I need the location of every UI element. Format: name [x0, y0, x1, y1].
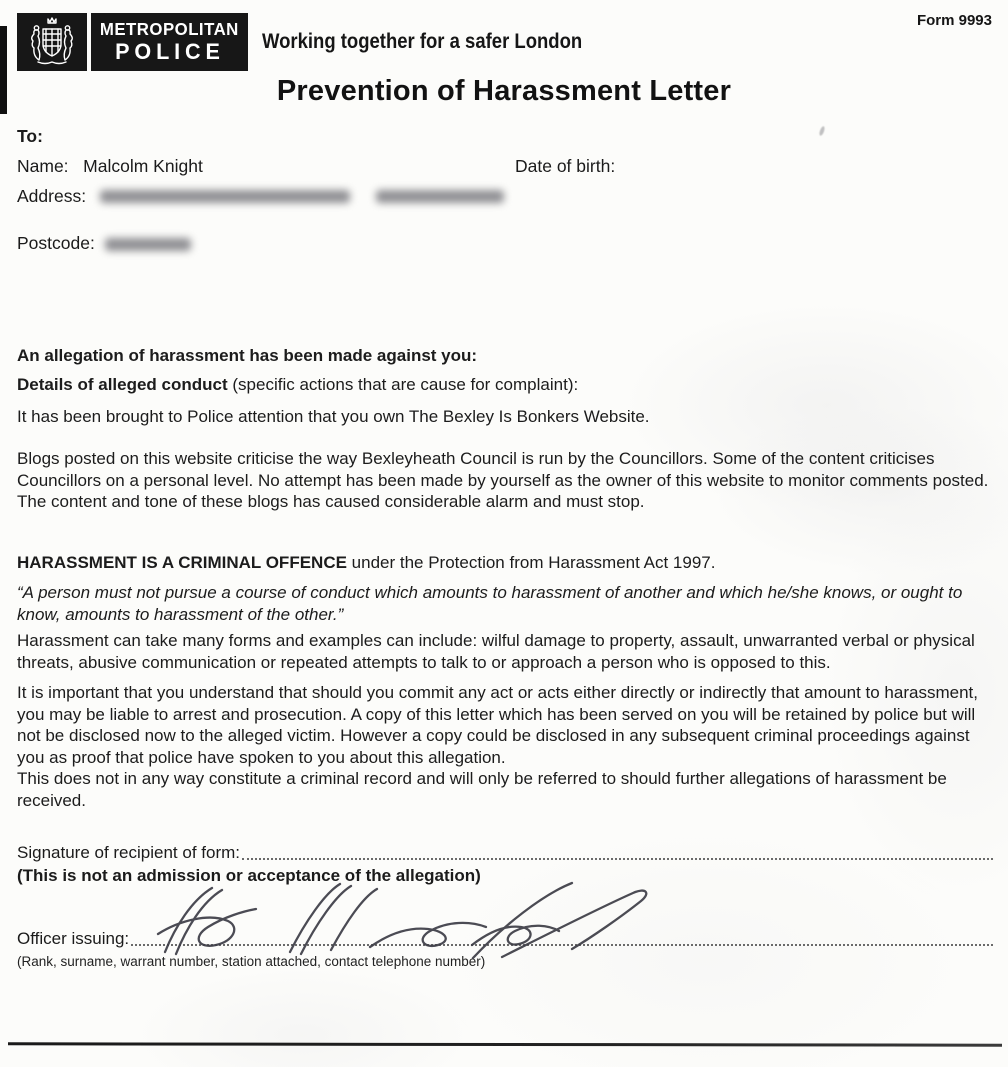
redacted-postcode	[105, 238, 191, 251]
met-police-logo-text	[91, 13, 248, 71]
record-line: This does not in any way constitute a criminal record and will only be referred to should further allegations of harassment be received.	[17, 769, 947, 810]
form-number: Form 9993	[916, 12, 992, 29]
name-label: Name:	[17, 156, 69, 176]
bottom-scan-line	[8, 1042, 1002, 1046]
forms-paragraph: Harassment can take many forms and examples can include: wilful damage to property, assault, unwarranted verbal or physical threats, abusive communication or repeated attempts to talk to or approach a person who is opposed to this.	[17, 631, 975, 672]
metropolitan-police-crest-icon	[21, 16, 83, 68]
signature-disclaimer: (This is not an admission or acceptance of the allegation)	[17, 866, 481, 885]
address-label: Address:	[17, 186, 87, 206]
logo-metropolitan-label: METROPOLITAN	[100, 18, 239, 39]
blogs-paragraph: Blogs posted on this website criticise the way Bexleyheath Council is run by the Councillors. Some of the content criticises Councillors on a personal level. No attempt has been made by yourself as the owner of this website to monitor comments posted. The content and tone of these blogs has caused considerable alarm and must stop.	[17, 449, 989, 511]
officer-issuing-note: (Rank, surname, warrant number, station attached, contact telephone number)	[17, 954, 486, 969]
address-row	[17, 186, 504, 207]
details-label: Details of alleged conduct	[17, 375, 228, 394]
offence-line	[17, 552, 991, 574]
details-line	[17, 374, 991, 396]
officer-signature	[140, 880, 660, 964]
offence-rest: under the Protection from Harassment Act 1997.	[346, 553, 716, 572]
important-block	[17, 682, 991, 811]
allegation-heading: An allegation of harassment has been made against you:	[17, 346, 478, 365]
logo-police-label: POLICE	[114, 39, 225, 65]
document-title: Prevention of Harassment Letter	[276, 75, 732, 107]
scan-speck	[818, 126, 825, 137]
officer-issuing-label: Officer issuing:	[17, 929, 130, 948]
details-text: It has been brought to Police attention that you own The Bexley Is Bonkers Website.	[17, 407, 650, 426]
details-label-rest: (specific actions that are cause for complaint):	[227, 375, 579, 394]
name-value: Malcolm Knight	[83, 156, 203, 176]
dob-label: Date of birth:	[515, 156, 616, 176]
act-quote: “A person must not pursue a course of conduct which amounts to harassment of another and which he/she knows, or ought to know, amounts to harassment of the other.”	[17, 583, 963, 624]
name-row	[17, 156, 203, 177]
met-police-logo-box	[17, 13, 87, 71]
postcode-label: Postcode:	[17, 233, 95, 253]
recipient-signature-line	[242, 858, 993, 860]
postcode-row	[17, 233, 191, 254]
redacted-address-part2	[376, 190, 504, 203]
redacted-address-part1	[100, 190, 350, 203]
to-label: To:	[17, 126, 43, 146]
recipient-signature-label: Signature of recipient of form:	[17, 843, 241, 862]
important-paragraph: It is important that you understand that should you commit any act or acts either directly or indirectly that amount to harassment, you may be liable to arrest and prosecution. A copy of this letter which has been served on you will be retained by police but will not be disclosed now to the alleged victim. However a copy could be disclosed in any subsequent criminal proceedings against you as proof that police have spoken to you about this allegation.	[17, 683, 978, 767]
recipient-signature-row	[17, 843, 993, 863]
dob-row	[515, 156, 615, 177]
header-tagline: Working together for a safer London	[262, 29, 583, 53]
offence-bold: HARASSMENT IS A CRIMINAL OFFENCE	[17, 553, 347, 572]
